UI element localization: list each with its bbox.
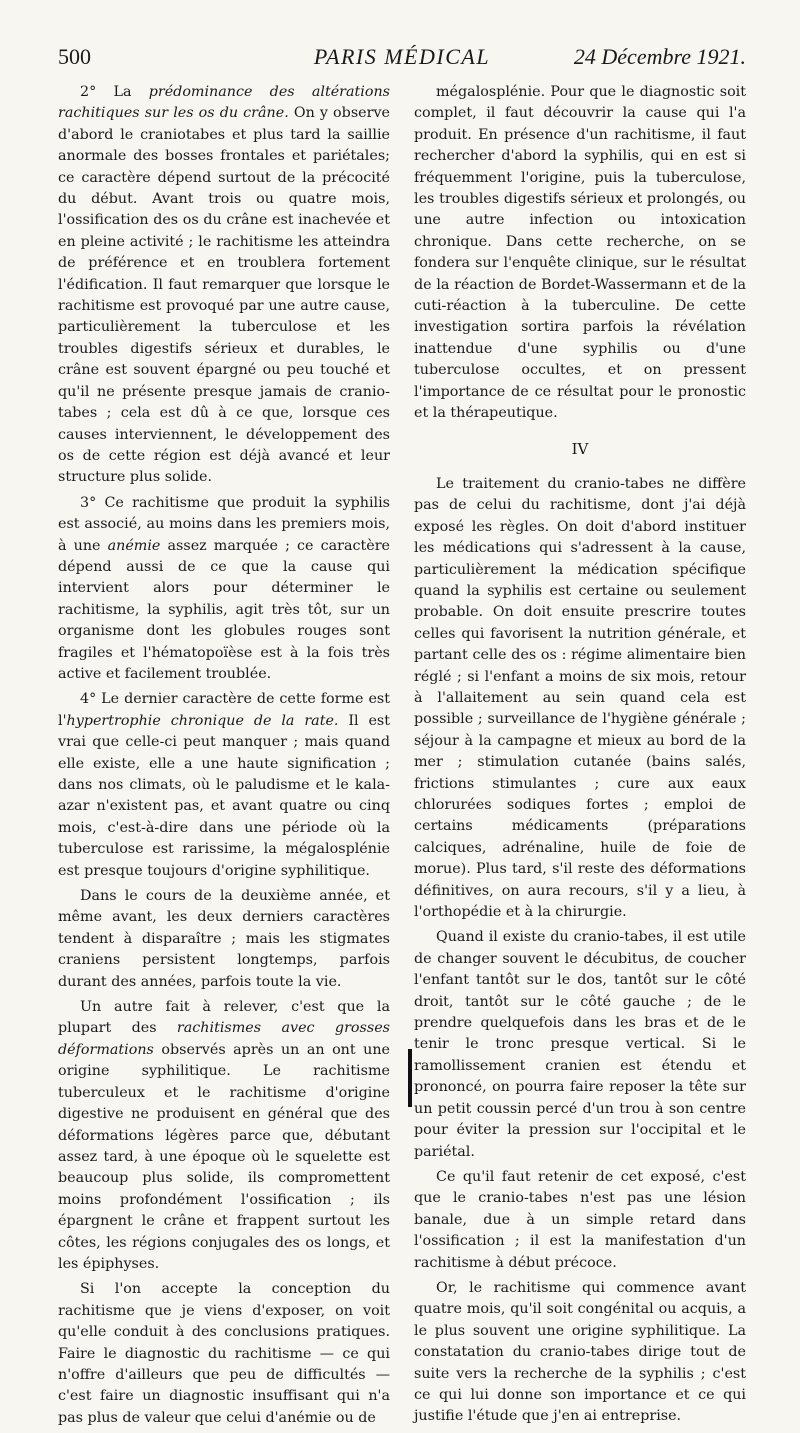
- paragraph: [58, 689, 390, 882]
- section-heading: IV: [571, 439, 589, 458]
- italic-run: rachitismes avec grosses déformations: [58, 1020, 390, 1058]
- right-column-top: [414, 82, 746, 425]
- right-column: [414, 82, 746, 1432]
- text-run: Or, le rachitisme qui commence avant quatre mois, qu'il soit congénital ou acquis, a le plus souvent une origine syphilitique. La constatation du cranio-tabes dirige tout de suite vers la recherche de la syphilis ; c'est ce qui lui donne son importance et ce qui justifie l'étude que j'en ai entreprise.: [414, 1279, 746, 1425]
- italic-run: anémie: [107, 537, 161, 554]
- paragraph: [58, 886, 390, 993]
- text-run: On y observe d'abord le craniotabes et plus tard la saillie anormale des bosses frontales et pariétales; ce caractère dépend surtout de la précocité du début. Avant trois ou quatre mois, l'ossification des os du crâne est inachevée et en pleine activité ; le rachitisme les atteindra de préférence et en troublera fortement l'édification. Il faut remarquer que lorsque le rachitisme est provoqué par une autre cause, particulièrement la tuberculose et les troubles digestifs sérieux et durables, le crâne est souvent épargné ou peu touché et qu'il ne présente presque jamais de cranio-tabes ; cela est dû à ce que, lorsque ces causes interviennent, le développement des os de cette région est déjà avancé et leur structure plus solide.: [58, 105, 390, 486]
- page-number: 500: [58, 44, 91, 69]
- text-run: 2° La: [80, 84, 149, 100]
- paragraph: [58, 82, 390, 489]
- text-run: mégalosplénie. Pour que le diagnostic soit complet, il faut découvrir la cause qui l'a produit. En présence d'un rachitisme, il faut rechercher d'abord la syphilis, qui en est si fréquemment l'origine, puis la tuberculose, les troubles digestifs sérieux et prolongés, ou une autre infection ou intoxication chronique. Dans cette recherche, on se fondera sur l'enquête clinique, sur le résultat de la réaction de Bordet-Wassermann et de la cuti-réaction à la tuberculine. De cette investigation sortira parfois la révélation inattendue d'une syphilis ou d'une tuberculose occultes, et on pressent l'importance de ce résultat pour le pronostic et la thérapeutique.: [414, 84, 746, 422]
- text-run: Dans le cours de la deuxième année, et même avant, les deux derniers caractères tendent à disparaître ; mais les stigmates craniens persistent longtemps, parfois durant des années, parfois toute la vie.: [58, 888, 390, 990]
- paragraph: [414, 1167, 746, 1274]
- paragraph: [414, 1278, 746, 1428]
- text-run: assez marquée ; ce caractère dépend aussi de ce que la cause qui intervient alors pour déterminer le rachitisme, la syphilis, agit très tôt, sur un organisme dont les globules rouges sont fragiles et l'hématopoïèse est à la fois très active et facilement troublée.: [58, 537, 390, 682]
- text-run: Le traitement du cranio-tabes ne diffère pas de celui du rachitisme, dont j'ai déjà exposé les règles. On doit d'abord instituer les médications qui s'adressent à la cause, particulièrement la médication spécifique quand la syphilis est certaine ou seulement probable. On doit ensuite prescrire toutes celles qui favorisent la nutrition générale, et partant celle des os : régime alimentaire bien réglé ; si l'enfant a moins de six mois, retour à l'allaitement au sein quand cela est possible ; surveillance de l'hygiène générale ; séjour à la campagne et mieux au bord de la mer ; stimulation cutanée (bains salés, frictions stimulantes ; cure aux eaux chlorurées sodiques fortes ; emploi de certains médicaments (préparations calciques, adrénaline, huile de foie de morue). Plus tard, s'il reste des déformations définitives, on aura recours, s'il y a lieu, à l'orthopédie et à la chirurgie.: [414, 475, 746, 921]
- paragraph: [414, 927, 746, 1162]
- text-run: Si l'on accepte la conception du rachitisme que je viens d'exposer, on voit qu'elle conduit à des conclusions pratiques. Faire le diagnostic du rachitisme — ce qui n'offre d'ailleurs que peu de difficultés — c'est faire un diagnostic insuffisant qui n'a pas plus de valeur que celui d'anémie ou de: [58, 1281, 390, 1426]
- right-column-bottom: [414, 474, 746, 1428]
- text-run: observés après un an ont une origine syphilitique. Le rachitisme tuberculeux et le rachitisme d'origine digestive ne produisent en général que des déformations légères parce que, débutant assez tard, à une époque où le squelette est beaucoup plus solide, ils compromettent moins profondément l'ossification ; ils épargnent le crâne et frappent surtout les côtes, les régions conjugales des os longs, et les épiphyses.: [58, 1041, 390, 1272]
- running-header: [58, 44, 746, 74]
- italic-run: prédominance des altérations rachitiques sur les os du crâne.: [58, 84, 390, 122]
- italic-run: hypertrophie chronique de la rate.: [66, 712, 339, 729]
- text-run: Quand il existe du cranio-tabes, il est utile de changer souvent le décubitus, de coucher l'enfant tantôt sur le dos, tantôt sur le côté droit, tantôt sur le côté gauche ; de le prendre quelquefois dans les bras et de le tenir le tronc presque vertical. Si le ramollissement cranien est étendu et prononcé, on pourra faire reposer la tête sur un petit coussin percé d'un trou à son centre pour éviter la pression sur l'occipital et le pariétal.: [414, 929, 746, 1160]
- issue-date: 24 Décembre 1921.: [573, 44, 746, 69]
- text-run: Un autre fait à relever, c'est que la plupart des: [58, 999, 390, 1037]
- text-run: Il est vrai que celle-ci peut manquer ; mais quand elle existe, elle a une haute signification ; dans nos climats, où le paludisme et le kala-azar n'existent pas, et avant quatre ou cinq mois, c'est-à-dire dans une période où la tuberculose est rarissime, la mégalosplénie est presque toujours d'origine syphilitique.: [58, 712, 390, 879]
- paragraph: [414, 82, 746, 425]
- left-column: [58, 82, 390, 1433]
- text-run: Ce qu'il faut retenir de cet exposé, c'est que le cranio-tabes n'est pas une lésion banale, due à un simple retard dans l'ossification ; il est la manifestation d'un rachitisme à début précoce.: [414, 1168, 746, 1271]
- journal-title: PARIS MÉDICAL: [313, 44, 491, 69]
- paragraph: [58, 1279, 390, 1429]
- text-run: 4° Le dernier caractère de cette forme est l': [58, 691, 390, 729]
- margin-mark: [408, 1049, 412, 1107]
- paragraph: [414, 474, 746, 924]
- text-run: 3° Ce rachitisme que produit la syphilis est associé, au moins dans les premiers mois, à une: [58, 494, 390, 554]
- paragraph: [58, 997, 390, 1275]
- paragraph: [58, 493, 390, 686]
